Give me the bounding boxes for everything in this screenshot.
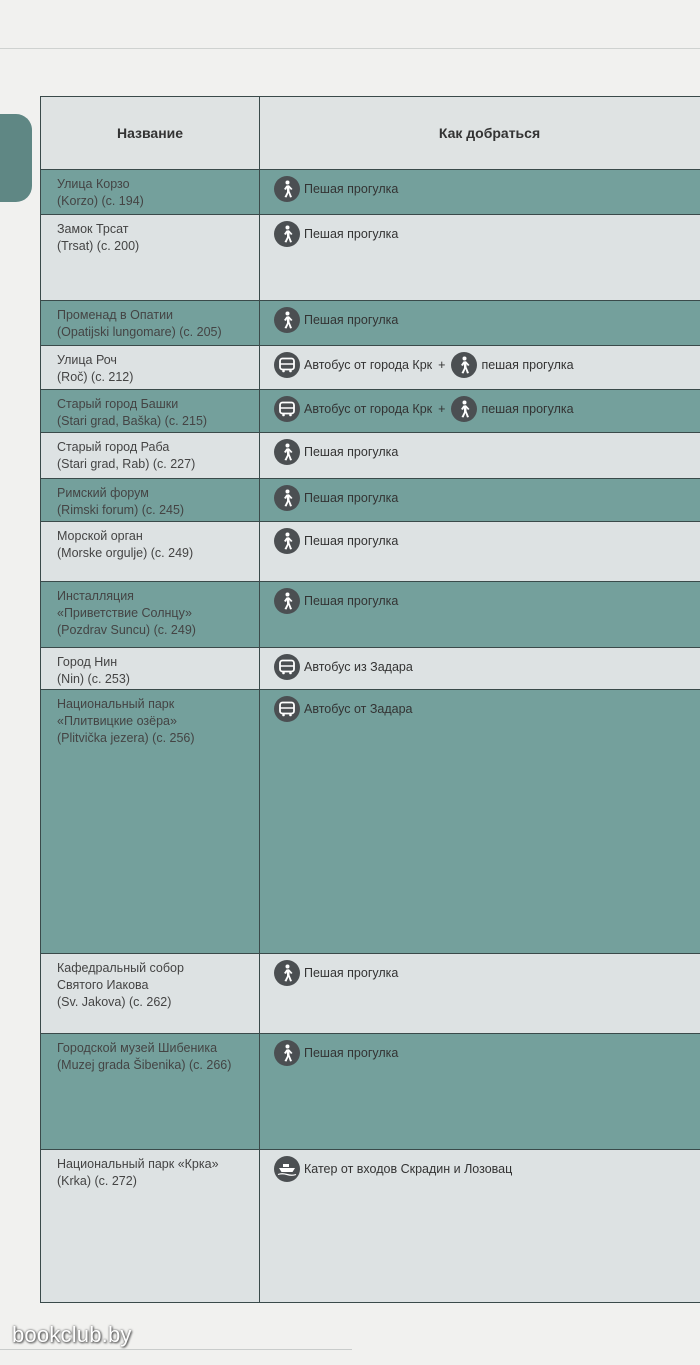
- table-row: [41, 479, 700, 522]
- table-row: [41, 954, 700, 1034]
- route-cell: [260, 301, 700, 346]
- bus-icon: [274, 396, 300, 422]
- sight-name-cell: [41, 522, 260, 582]
- route-cell: [260, 1150, 700, 1303]
- table-row: [41, 648, 700, 690]
- sight-name-line: Город Нин: [57, 655, 118, 669]
- sight-name-line: (Korzo) (с. 194): [57, 194, 144, 208]
- sight-name-line: (Muzej grada Šibenika) (с. 266): [57, 1058, 232, 1072]
- route-cell: [260, 522, 700, 582]
- bookclub-logo: bookclub.by: [12, 1322, 132, 1347]
- route-text: Пешая прогулка: [304, 966, 399, 980]
- route-text: Автобус от города Крк: [304, 358, 433, 372]
- table-row: [41, 1150, 700, 1303]
- walking-icon: [451, 396, 477, 422]
- sight-name-line: Улица Корзо: [57, 177, 130, 191]
- route-description: [274, 960, 700, 986]
- sight-name-cell: [41, 1034, 260, 1150]
- sight-name-line: (Stari grad, Baška) (с. 215): [57, 414, 208, 428]
- table-row: [41, 522, 700, 582]
- sight-name-cell: [41, 390, 260, 433]
- top-rule: [0, 48, 700, 49]
- sight-name-line: Старый город Раба: [57, 440, 170, 454]
- route-text: Пешая прогулка: [304, 534, 399, 548]
- sight-name-line: (Pozdrav Suncu) (с. 249): [57, 623, 196, 637]
- sight-name-line: Римский форум: [57, 486, 149, 500]
- walking-icon: [451, 352, 477, 378]
- sight-name-line: (Rimski forum) (с. 245): [57, 503, 185, 517]
- route-description: [274, 352, 700, 378]
- route-text: Автобус от Задара: [304, 702, 413, 716]
- route-text: Пешая прогулка: [304, 182, 399, 196]
- route-description: [274, 696, 700, 722]
- route-text: Пешая прогулка: [304, 227, 399, 241]
- chapter-tab-marker: [0, 114, 32, 202]
- route-description: [274, 485, 700, 511]
- sight-name-line: Морской орган: [57, 529, 143, 543]
- sight-name-line: Замок Трсат: [57, 222, 129, 236]
- route-description: [274, 1156, 700, 1182]
- route-description: [274, 176, 700, 202]
- route-text: пешая прогулка: [481, 402, 574, 416]
- sight-name-line: Старый город Башки: [57, 397, 179, 411]
- sight-name-line: (Roč) (с. 212): [57, 370, 134, 384]
- bus-icon: [274, 654, 300, 680]
- bus-icon: [274, 352, 300, 378]
- sight-name-line: (Nin) (с. 253): [57, 672, 130, 686]
- sight-name-cell: [41, 690, 260, 954]
- walking-icon: [274, 176, 300, 202]
- walking-icon: [274, 960, 300, 986]
- sight-name-cell: [41, 301, 260, 346]
- footer-rule: [0, 1349, 352, 1350]
- bus-icon: [274, 696, 300, 722]
- sight-name-cell: [41, 346, 260, 390]
- route-text: Пешая прогулка: [304, 313, 399, 327]
- sight-name-line: Национальный парк «Крка»: [57, 1157, 219, 1171]
- sight-name-line: «Плитвицкие озёра»: [57, 714, 177, 728]
- route-description: [274, 439, 700, 465]
- table-row: [41, 215, 700, 301]
- route-cell: [260, 582, 700, 648]
- sight-name-line: Улица Роч: [57, 353, 117, 367]
- route-text: Пешая прогулка: [304, 445, 399, 459]
- route-text: Пешая прогулка: [304, 491, 399, 505]
- sight-name-cell: [41, 1150, 260, 1303]
- route-cell: [260, 479, 700, 522]
- sight-name-line: Святого Иакова: [57, 978, 149, 992]
- sight-name-line: Кафедральный собор: [57, 961, 184, 975]
- route-description: [274, 221, 700, 247]
- plus-separator: +: [438, 402, 446, 416]
- sight-name-line: «Приветствие Солнцу»: [57, 606, 192, 620]
- sight-name-line: (Trsat) (с. 200): [57, 239, 140, 253]
- table-row: [41, 690, 700, 954]
- table-row: [41, 301, 700, 346]
- route-description: [274, 588, 700, 614]
- route-text: Катер от входов Скрадин и Лозовац: [304, 1162, 513, 1176]
- walking-icon: [274, 439, 300, 465]
- table-row: [41, 433, 700, 479]
- sight-name-cell: [41, 648, 260, 690]
- sight-name-line: Променад в Опатии: [57, 308, 174, 322]
- sight-name-line: Национальный парк: [57, 697, 175, 711]
- sight-name-cell: [41, 433, 260, 479]
- route-cell: [260, 346, 700, 390]
- sight-name-line: (Stari grad, Rab) (с. 227): [57, 457, 196, 471]
- route-text: Автобус из Задара: [304, 660, 413, 674]
- sight-name-line: (Krka) (с. 272): [57, 1174, 137, 1188]
- walking-icon: [274, 588, 300, 614]
- walking-icon: [274, 221, 300, 247]
- boat-icon: [274, 1156, 300, 1182]
- route-cell: [260, 215, 700, 301]
- sight-name-cell: [41, 954, 260, 1034]
- sight-name-cell: [41, 170, 260, 215]
- route-text: пешая прогулка: [481, 358, 574, 372]
- sight-name-line: Инсталляция: [57, 589, 134, 603]
- route-description: [274, 654, 700, 680]
- route-description: [274, 1040, 700, 1066]
- walking-icon: [274, 485, 300, 511]
- walking-icon: [274, 307, 300, 333]
- column-header-name: Название: [41, 97, 260, 170]
- table-row: [41, 346, 700, 390]
- route-description: [274, 396, 700, 422]
- route-cell: [260, 170, 700, 215]
- table-row: [41, 582, 700, 648]
- route-text: Автобус от города Крк: [304, 402, 433, 416]
- route-description: [274, 307, 700, 333]
- route-cell: [260, 954, 700, 1034]
- route-description: [274, 528, 700, 554]
- sight-name-line: (Opatijski lungomare) (с. 205): [57, 325, 222, 339]
- table-row: [41, 390, 700, 433]
- route-cell: [260, 690, 700, 954]
- sights-transport-table: [40, 96, 700, 1303]
- route-cell: [260, 433, 700, 479]
- table-row: [41, 170, 700, 215]
- sight-name-cell: [41, 479, 260, 522]
- route-text: Пешая прогулка: [304, 1046, 399, 1060]
- route-cell: [260, 648, 700, 690]
- sight-name-line: Городской музей Шибеника: [57, 1041, 218, 1055]
- sight-name-cell: [41, 582, 260, 648]
- column-header-route: Как добраться: [260, 97, 700, 170]
- plus-separator: +: [438, 358, 446, 372]
- route-text: Пешая прогулка: [304, 594, 399, 608]
- walking-icon: [274, 1040, 300, 1066]
- sight-name-line: (Plitvička jezera) (с. 256): [57, 731, 195, 745]
- sight-name-cell: [41, 215, 260, 301]
- sight-name-line: (Sv. Jakova) (с. 262): [57, 995, 172, 1009]
- route-cell: [260, 390, 700, 433]
- route-cell: [260, 1034, 700, 1150]
- walking-icon: [274, 528, 300, 554]
- table-row: [41, 1034, 700, 1150]
- sight-name-line: (Morske orgulje) (с. 249): [57, 546, 194, 560]
